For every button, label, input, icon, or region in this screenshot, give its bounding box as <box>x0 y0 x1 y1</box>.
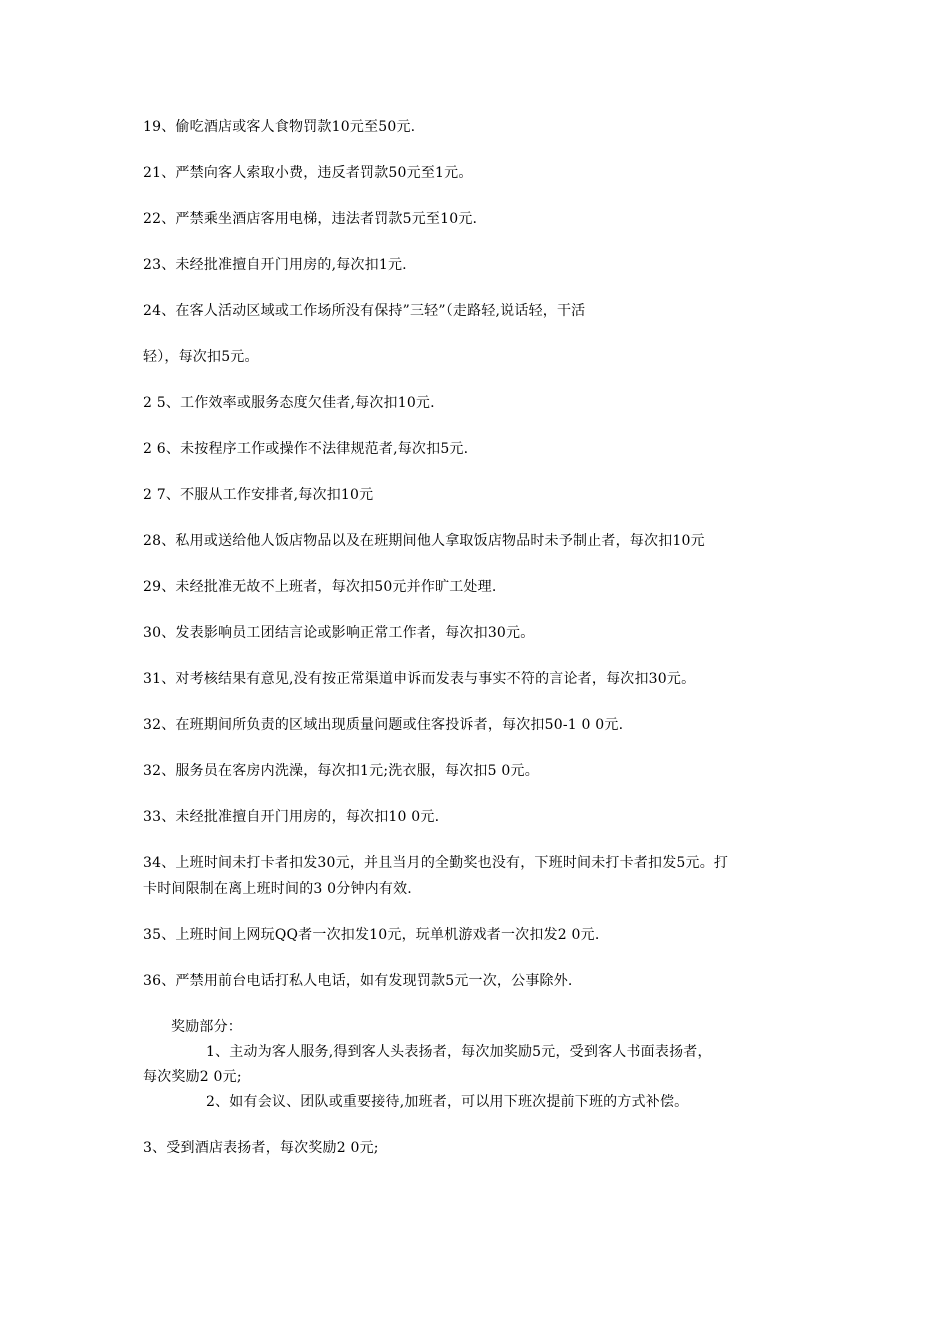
rule-32b: 32、服务员在客房内洗澡，每次扣1元;洗衣服，每次扣5 0元。 <box>143 763 539 779</box>
rule-29: 29、未经批准无故不上班者，每次扣50元并作旷工处理. <box>143 579 497 595</box>
reward-3: 3、受到酒店表扬者，每次奖励2 0元; <box>143 1140 379 1156</box>
rule-19: 19、偷吃酒店或客人食物罚款10元至50元. <box>143 119 416 135</box>
rule-24: 24、在客人活动区域或工作场所没有保持”三轻”（走路轻,说话轻，干活 <box>143 303 586 319</box>
reward-1: 1、主动为客人服务,得到客人头表扬者，每次加奖励5元，受到客人书面表扬者， <box>206 1044 712 1060</box>
rule-22: 22、严禁乘坐酒店客用电梯，违法者罚款5元至10元. <box>143 211 478 227</box>
rule-27: 2 7、不服从工作安排者,每次扣10元 <box>143 487 374 503</box>
rule-33: 33、未经批准擅自开门用房的，每次扣10 0元. <box>143 809 440 825</box>
rule-26: 2 6、未按程序工作或操作不法律规范者,每次扣5元. <box>143 441 469 457</box>
rule-28: 28、私用或送给他人饭店物品以及在班期间他人拿取饭店物品时未予制止者，每次扣10元 <box>143 533 705 549</box>
rule-34-continued: 卡时间限制在离上班时间的3 0分钟内有效. <box>143 881 412 897</box>
reward-1-continued: 每次奖励2 0元; <box>143 1069 242 1085</box>
rule-30: 30、发表影响员工团结言论或影响正常工作者，每次扣30元。 <box>143 625 535 641</box>
rule-34: 34、上班时间未打卡者扣发30元，并且当月的全勤奖也没有，下班时间未打卡者扣发5元。打 <box>143 855 729 871</box>
rule-36: 36、严禁用前台电话打私人电话，如有发现罚款5元一次，公事除外. <box>143 973 573 989</box>
rule-21: 21、严禁向客人索取小费，违反者罚款50元至1元。 <box>143 165 473 181</box>
reward-2: 2、如有会议、团队或重要接待,加班者，可以用下班次提前下班的方式补偿。 <box>206 1094 689 1110</box>
rule-35: 35、上班时间上网玩QQ者一次扣发10元，玩单机游戏者一次扣发2 0元. <box>143 927 600 943</box>
rewards-heading: 奖励部分： <box>171 1019 242 1035</box>
rule-23: 23、未经批准擅自开门用房的,每次扣1元. <box>143 257 407 273</box>
rule-24-continued: 轻），每次扣5元。 <box>143 349 259 365</box>
rule-32a: 32、在班期间所负责的区域出现质量问题或住客投诉者，每次扣50-1 0 0元. <box>143 717 624 733</box>
rule-25: 2 5、工作效率或服务态度欠佳者,每次扣10元. <box>143 395 435 411</box>
rule-31: 31、对考核结果有意见,没有按正常渠道申诉而发表与事实不符的言论者，每次扣30元。 <box>143 671 696 687</box>
